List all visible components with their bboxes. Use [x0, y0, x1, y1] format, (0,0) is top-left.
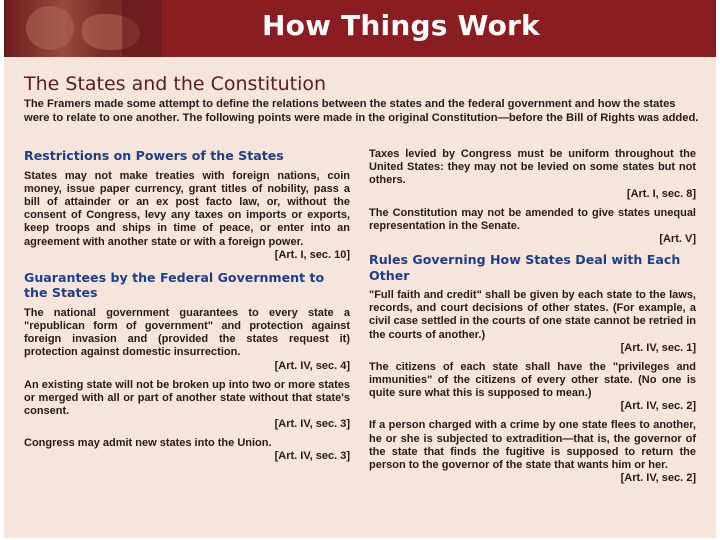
guarantee-text: Congress may admit new states into the Union.: [24, 437, 272, 450]
citation: [Art. IV, sec. 3]: [274, 450, 350, 463]
citation: [Art. IV, sec. 4]: [274, 359, 350, 372]
section-heading-rules: Rules Governing How States Deal with Each Other: [369, 252, 681, 283]
document-title: The States and the Constitution: [24, 73, 327, 95]
citation: [Art. V]: [659, 233, 696, 246]
taxes-text: Taxes levied by Congress must be uniform throughout the United States: they may not be levied on some states but not others.: [369, 148, 696, 187]
rule-text: "Full faith and credit" shall be given by each state to the laws, records, and court decisions of other states. (For example, a civil case settled in the courts of one state cannot be retried in the courts of another.): [369, 289, 696, 341]
section-heading-guarantees: Guarantees by the Federal Government to the States: [24, 269, 325, 301]
section-heading-restrictions: Restrictions on Powers of the States: [24, 148, 284, 163]
guarantee-text: The national government guarantees to every state a "republican form of government" and protection against foreign invasion and (provided the states request it) protection against domestic insurrection.: [24, 306, 350, 359]
restrictions-text: States may not make treaties with foreign nations, coin money, issue paper currency, grant titles of nobility, pass a bill of attainder or an ex post facto law, or, without the consent of Congress, levy any taxes on imports or exports, keep troops and ships in time of peace, or enter into an agreement with another state or with a foreign power.: [24, 169, 350, 248]
right-column: [369, 148, 696, 485]
rule-text: If a person charged with a crime by one state flees to another, he or she is subjected to extradition—that is, the governor of the state that finds the fugitive is supposed to return the person to the governor of the state that wants him or her.: [369, 419, 696, 472]
handshake-photo: [4, 0, 172, 57]
header-title: How Things Work: [262, 9, 540, 42]
intro-paragraph: The Framers made some attempt to define the relations between the states and the federal government and how the states were to relate to one another. The following points were made in the original Constitution—before the Bill of Rights was added.: [24, 98, 699, 124]
citation: [Art. I, sec. 10]: [274, 248, 350, 261]
citation: [Art. IV, sec. 2]: [620, 472, 696, 485]
citation: [Art. IV, sec. 3]: [274, 418, 350, 431]
citation: [Art. I, sec. 8]: [626, 187, 696, 200]
header-banner: [4, 0, 716, 57]
amendment-text: The Constitution may not be amended to give states unequal representation in the Senate.: [369, 206, 696, 232]
guarantee-text: An existing state will not be broken up into two or more states or merged with all or part of another state without that state's consent.: [24, 378, 350, 417]
rule-text: The citizens of each state shall have the "privileges and immunities" of the citizens of every other state. (No one is quite sure what this is supposed to mean.): [369, 360, 696, 400]
citation: [Art. IV, sec. 2]: [620, 400, 696, 413]
left-column: [24, 148, 350, 463]
citation: [Art. IV, sec. 1]: [620, 341, 696, 354]
